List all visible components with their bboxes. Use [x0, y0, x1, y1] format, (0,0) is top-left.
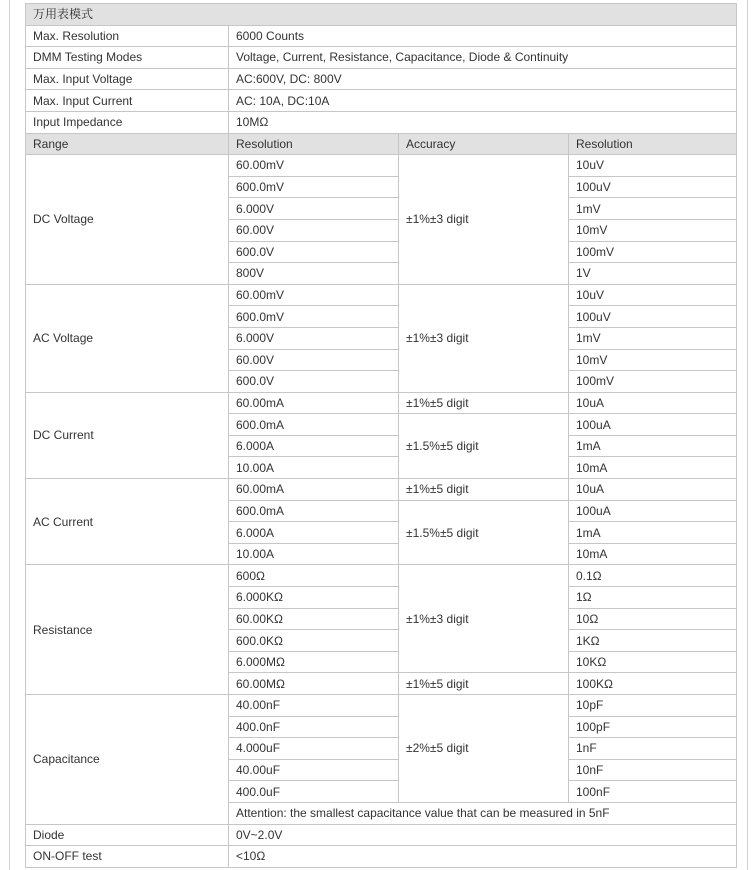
accuracy-cell: ±1.5%±5 digit: [399, 500, 569, 565]
table-row: [26, 90, 737, 112]
range-cell: 6.000A: [229, 435, 399, 457]
range-cell: 60.00mA: [229, 392, 399, 414]
spec-label: Max. Resolution: [26, 25, 229, 47]
section-label: AC Voltage: [26, 284, 229, 392]
range-cell: 40.00nF: [229, 695, 399, 717]
range-cell: 6.000MΩ: [229, 651, 399, 673]
column-header: Range: [26, 133, 229, 155]
range-cell: 60.00V: [229, 349, 399, 371]
resolution-cell: 10mA: [569, 543, 737, 565]
section-label: DC Current: [26, 392, 229, 478]
range-cell: 60.00mV: [229, 284, 399, 306]
range-cell: 400.0nF: [229, 716, 399, 738]
section-label: DC Voltage: [26, 155, 229, 285]
spec-value: <10Ω: [229, 846, 737, 868]
range-cell: 6.000V: [229, 198, 399, 220]
multimeter-spec-table: [25, 3, 737, 868]
resolution-cell: 10uV: [569, 155, 737, 177]
spec-value: AC:600V, DC: 800V: [229, 68, 737, 90]
table-title: 万用表模式: [26, 4, 737, 26]
resolution-cell: 10uV: [569, 284, 737, 306]
range-cell: 10.00A: [229, 543, 399, 565]
range-cell: 60.00mV: [229, 155, 399, 177]
note-cell: Attention: the smallest capacitance value that can be measured in 5nF: [229, 802, 737, 824]
accuracy-cell: ±1%±3 digit: [399, 565, 569, 673]
table-row: [26, 284, 737, 306]
range-cell: 400.0uF: [229, 781, 399, 803]
resolution-cell: 100pF: [569, 716, 737, 738]
table-row: [26, 392, 737, 414]
range-cell: 6.000V: [229, 327, 399, 349]
table-row: [26, 824, 737, 846]
range-cell: 4.000uF: [229, 738, 399, 760]
range-cell: 600.0KΩ: [229, 630, 399, 652]
range-cell: 800V: [229, 263, 399, 285]
column-header: Resolution: [569, 133, 737, 155]
resolution-cell: 100KΩ: [569, 673, 737, 695]
column-header: Resolution: [229, 133, 399, 155]
range-cell: 10.00A: [229, 457, 399, 479]
table-row: [26, 565, 737, 587]
table-row: [26, 133, 737, 155]
spec-label: Diode: [26, 824, 229, 846]
table-row: [26, 695, 737, 717]
resolution-cell: 1V: [569, 263, 737, 285]
resolution-cell: 10mA: [569, 457, 737, 479]
resolution-cell: 1mA: [569, 435, 737, 457]
spec-value: AC: 10A, DC:10A: [229, 90, 737, 112]
table-row: [26, 47, 737, 69]
range-cell: 600.0mV: [229, 176, 399, 198]
table-row: [26, 846, 737, 868]
resolution-cell: 1mV: [569, 198, 737, 220]
table-row: [26, 68, 737, 90]
resolution-cell: 0.1Ω: [569, 565, 737, 587]
spec-label: Input Impedance: [26, 111, 229, 133]
range-cell: 60.00MΩ: [229, 673, 399, 695]
accuracy-cell: ±1%±3 digit: [399, 155, 569, 285]
range-cell: 600.0V: [229, 241, 399, 263]
table-row: [26, 4, 737, 26]
resolution-cell: 1mV: [569, 327, 737, 349]
spec-label: Max. Input Voltage: [26, 68, 229, 90]
section-label: AC Current: [26, 479, 229, 565]
range-cell: 40.00uF: [229, 759, 399, 781]
resolution-cell: 100uV: [569, 176, 737, 198]
range-cell: 600.0mV: [229, 306, 399, 328]
resolution-cell: 10nF: [569, 759, 737, 781]
spec-label: ON-OFF test: [26, 846, 229, 868]
resolution-cell: 1mA: [569, 522, 737, 544]
resolution-cell: 10KΩ: [569, 651, 737, 673]
spec-label: Max. Input Current: [26, 90, 229, 112]
resolution-cell: 10Ω: [569, 608, 737, 630]
column-header: Accuracy: [399, 133, 569, 155]
table-row: [26, 111, 737, 133]
range-cell: 600.0V: [229, 371, 399, 393]
accuracy-cell: ±2%±5 digit: [399, 695, 569, 803]
resolution-cell: 100uA: [569, 500, 737, 522]
accuracy-cell: ±1%±3 digit: [399, 284, 569, 392]
resolution-cell: 100nF: [569, 781, 737, 803]
range-cell: 600Ω: [229, 565, 399, 587]
range-cell: 60.00mA: [229, 479, 399, 501]
table-row: [26, 479, 737, 501]
section-label: Capacitance: [26, 695, 229, 825]
spec-value: Voltage, Current, Resistance, Capacitance, Diode & Continuity: [229, 47, 737, 69]
table-row: [26, 25, 737, 47]
content-frame: [9, 0, 748, 870]
resolution-cell: 10mV: [569, 219, 737, 241]
resolution-cell: 10uA: [569, 392, 737, 414]
resolution-cell: 10mV: [569, 349, 737, 371]
range-cell: 60.00KΩ: [229, 608, 399, 630]
resolution-cell: 1nF: [569, 738, 737, 760]
range-cell: 600.0mA: [229, 500, 399, 522]
section-label: Resistance: [26, 565, 229, 695]
resolution-cell: 10pF: [569, 695, 737, 717]
spec-value: 0V~2.0V: [229, 824, 737, 846]
resolution-cell: 1KΩ: [569, 630, 737, 652]
accuracy-cell: ±1%±5 digit: [399, 392, 569, 414]
accuracy-cell: ±1.5%±5 digit: [399, 414, 569, 479]
spec-label: DMM Testing Modes: [26, 47, 229, 69]
accuracy-cell: ±1%±5 digit: [399, 673, 569, 695]
accuracy-cell: ±1%±5 digit: [399, 479, 569, 501]
range-cell: 6.000A: [229, 522, 399, 544]
spec-value: 10MΩ: [229, 111, 737, 133]
resolution-cell: 100mV: [569, 241, 737, 263]
range-cell: 600.0mA: [229, 414, 399, 436]
resolution-cell: 100uA: [569, 414, 737, 436]
range-cell: 6.000KΩ: [229, 587, 399, 609]
resolution-cell: 100mV: [569, 371, 737, 393]
resolution-cell: 1Ω: [569, 587, 737, 609]
spec-value: 6000 Counts: [229, 25, 737, 47]
range-cell: 60.00V: [229, 219, 399, 241]
resolution-cell: 100uV: [569, 306, 737, 328]
resolution-cell: 10uA: [569, 479, 737, 501]
table-row: [26, 155, 737, 177]
